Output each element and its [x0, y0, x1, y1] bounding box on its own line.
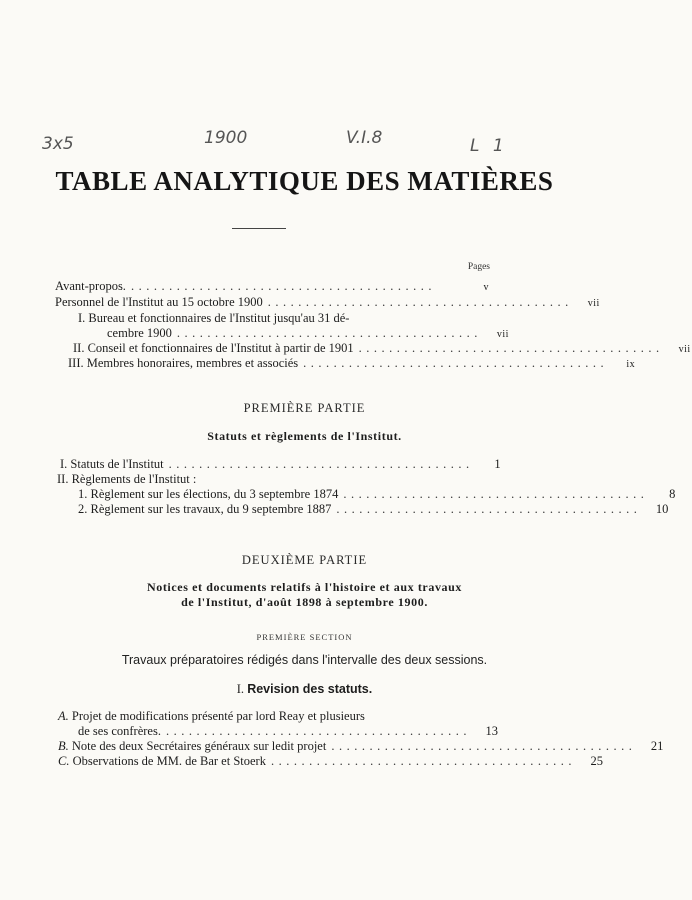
entry-letter: C.	[58, 754, 70, 768]
toc-entry-continuation: cembre 1900 ........................................ vii	[107, 326, 509, 340]
pages-column-label: Pages	[467, 262, 490, 272]
toc-entry-text: Projet de modifications présenté par lord Reay et plusieurs	[71, 709, 365, 723]
toc-entry	[78, 311, 448, 327]
toc-entry-page: 25	[590, 754, 603, 768]
toc-entry: 2. Règlement sur les travaux, du 9 septembre 1887 ........................................ 10	[78, 502, 669, 516]
toc-entry: III. Membres honoraires, membres et associés ........................................ ix	[68, 356, 636, 370]
toc-entry-text: Note des deux Secrétaires généraux sur ledit projet	[71, 739, 327, 753]
toc-entry	[57, 472, 357, 488]
subsection-numeral: I.	[236, 682, 245, 696]
part-subheading-line-2: de l'Institut, d'août 1898 à septembre 1900.	[181, 595, 428, 609]
toc-entry-page: 8	[669, 487, 676, 501]
subsection-title: Revision des statuts.	[247, 682, 373, 696]
part-heading: PREMIÈRE PARTIE	[243, 401, 366, 415]
toc-entry-page: 13	[485, 724, 498, 738]
toc-entry: B. Note des deux Secrétaires généraux sur ledit projet ........................................ 21	[58, 739, 664, 753]
handwritten-note-2: 1900	[204, 128, 248, 148]
part-heading: DEUXIÈME PARTIE	[241, 553, 368, 567]
toc-entry-page: vii	[496, 329, 509, 340]
toc-entry: I. Statuts de l'Institut ........................................ 1	[60, 457, 501, 471]
toc-entry-continuation: de ses confrères. ........................................ 13	[78, 724, 498, 738]
toc-entry: C. Observations de MM. de Bar et Stoerk ........................................ 25	[58, 754, 603, 768]
toc-entry: Avant-propos. ........................................ v	[55, 279, 489, 293]
toc-entry: Personnel de l'Institut au 15 octobre 1900 ........................................ vii	[55, 295, 600, 309]
title-divider	[232, 228, 286, 229]
toc-entry-text: I. Statuts de l'Institut	[60, 457, 164, 471]
toc-entry-text: Avant-propos.	[55, 279, 126, 293]
toc-entry-text: 1. Règlement sur les élections, du 3 septembre 1874	[78, 487, 339, 501]
page-title: TABLE ANALYTIQUE DES MATIÈRES	[55, 166, 554, 196]
toc-entry-text: I. Bureau et fonctionnaires de l'Institut jusqu'au 31 dé-	[78, 311, 350, 325]
toc-entry-text: II. Conseil et fonctionnaires de l'Institut à partir de 1901	[73, 341, 354, 355]
toc-entry: II. Conseil et fonctionnaires de l'Institut à partir de 1901 ........................................ vii	[73, 341, 691, 355]
toc-entry-page: vii	[587, 298, 600, 309]
toc-entry-page: 21	[650, 739, 664, 753]
toc-entry-page: 1	[494, 457, 501, 471]
toc-entry-page: ix	[626, 359, 636, 370]
part-subheading-line-1: Notices et documents relatifs à l'histoire et aux travaux	[146, 580, 463, 594]
subsection-heading	[0, 682, 609, 697]
toc-entry-text: Personnel de l'Institut au 15 octobre 1900	[55, 295, 263, 309]
toc-entry-text: de ses confrères.	[78, 724, 161, 738]
part-subheading: Statuts et règlements de l'Institut.	[207, 429, 402, 443]
toc-entry-text: 2. Règlement sur les travaux, du 9 septembre 1887	[78, 502, 332, 516]
toc-entry-text: III. Membres honoraires, membres et associés	[68, 356, 299, 370]
toc-entry-page: vii	[678, 344, 691, 355]
entry-letter: B.	[58, 739, 69, 753]
toc-entry-page: v	[483, 282, 489, 293]
section-title: Travaux préparatoires rédigés dans l'intervalle des deux sessions.	[121, 653, 488, 667]
toc-entry-text: Observations de MM. de Bar et Stoerk	[72, 754, 266, 768]
toc-entry-text: II. Règlements de l'Institut :	[57, 472, 197, 486]
handwritten-note-3: V.I.8	[346, 128, 383, 148]
toc-entry-page: 10	[655, 502, 669, 516]
section-label: PREMIÈRE SECTION	[256, 632, 353, 642]
entry-letter: A.	[58, 709, 69, 723]
toc-entry: 1. Règlement sur les élections, du 3 septembre 1874 ........................................ 8	[78, 487, 676, 501]
handwritten-note-4: L 1	[470, 136, 508, 156]
toc-entry	[58, 709, 365, 724]
toc-entry-text: cembre 1900	[107, 326, 172, 340]
handwritten-note-1: 3x5	[42, 134, 74, 154]
